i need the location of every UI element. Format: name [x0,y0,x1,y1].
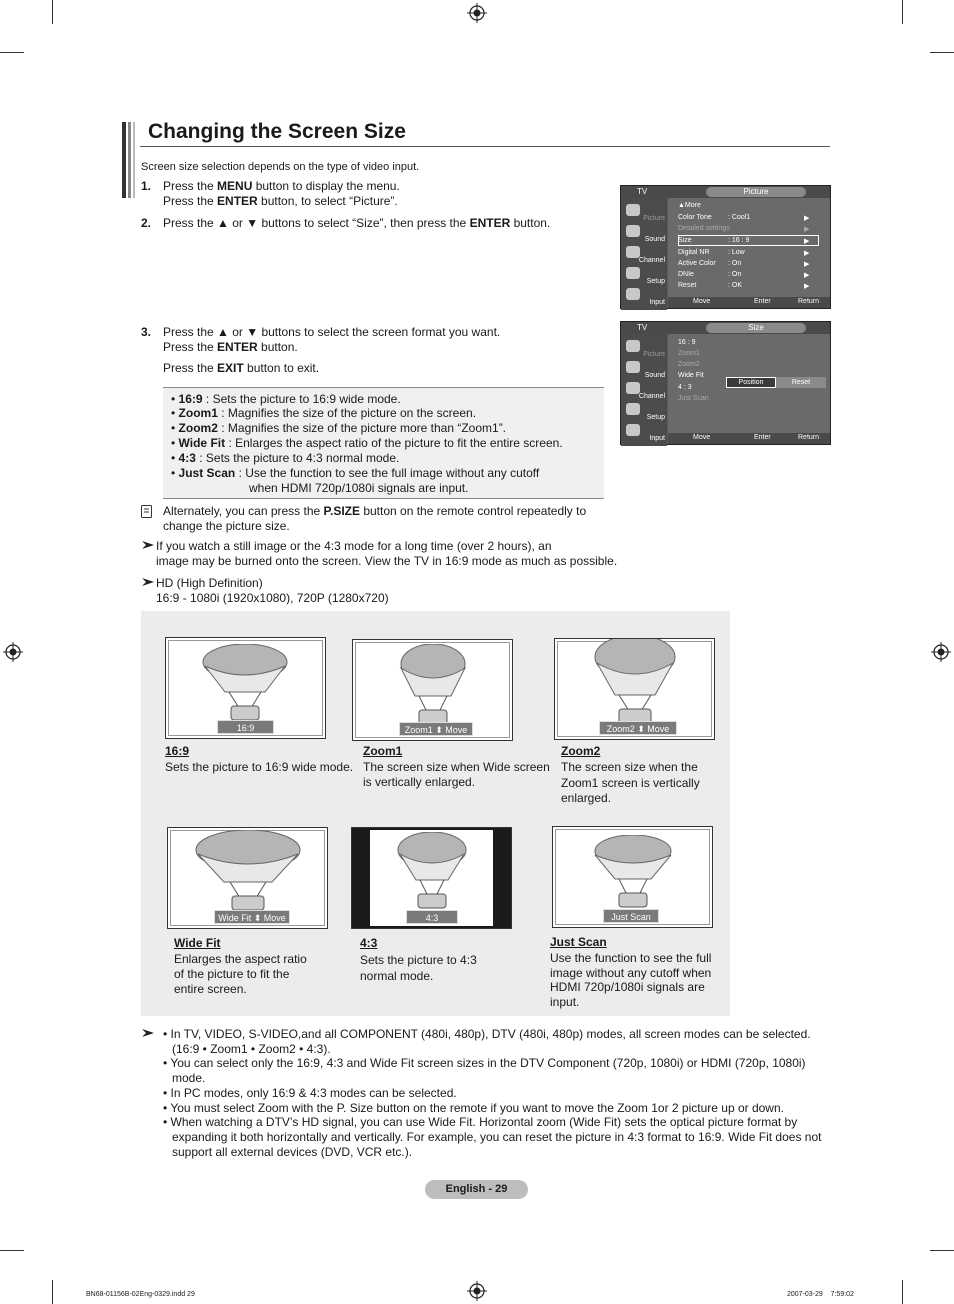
step-1-line-2: Press the ENTER button, to select “Picture”. [163,194,398,208]
osd-side-picture: Picture [623,338,667,358]
osd-side-channel: Channel [623,244,667,264]
mode-caption: normal mode. [360,969,434,983]
step-1-line-1: Press the MENU button to display the menu. [163,179,400,193]
mode-caption: of the picture to fit the [174,967,290,981]
step-3-line-1: Press the ▲ or ▼ buttons to select the screen format you want. [163,325,501,339]
osd-tv-label: TV [637,323,648,332]
mode-bar: Just Scan [603,909,659,923]
setup-icon [626,403,640,415]
note-line: support all external devices (DVD, VCR etc.). [172,1145,413,1159]
osd-size-menu [620,321,831,445]
note-line: expanding it both horizontally and vertically. For example, you can reset the picture in 4:3 format to 16:9. Wide Fit does not [172,1130,822,1144]
osd-side-sound: Sound [623,359,667,379]
osd-side-input: Input [623,286,667,306]
mode-caption-title: Wide Fit [174,936,221,950]
mode-bar: Zoom2 ⬍ Move [599,721,677,735]
mode-caption: The screen size when Wide screen [363,760,550,774]
crop-mark [0,1250,24,1251]
setup-icon [626,267,640,279]
burn-tip-line-1: If you watch a still image or the 4:3 mode for a long time (over 2 hours), an [156,539,552,553]
mode-picture-wide-fit [167,827,328,929]
balloon-illustration-icon [199,644,291,724]
mode-caption: Sets the picture to 16:9 wide mode. [165,760,354,774]
mode-picture-zoom2 [554,638,715,740]
note-line: mode. [172,1071,206,1085]
registration-mark-icon [3,642,23,662]
osd-picture-menu: TV Picture Picture Sound Channel Setup Input ▲More Color Tone : Cool1 ▶ Detailed settings ▶ Size : 16 : 9 ▶ Digital NR : Low ▶ Active Color : On ▶ DNIe : On ▶ Reset : OK ▶ Move Enter Return [620,185,831,309]
note-line: (16:9 • Zoom1 • Zoom2 • 4:3). [172,1042,331,1056]
osd-side-sound: Sound [623,223,667,243]
step-3-line-3: Press the EXIT button to exit. [163,361,320,375]
balloon-illustration-icon [390,832,474,914]
osd-side-input: Input [623,422,667,442]
crop-mark [902,1280,903,1304]
title-rule [140,146,830,147]
crop-mark [52,1280,53,1304]
note-line: • In TV, VIDEO, S-VIDEO,and all COMPONENT (480i, 480p), DTV (480i, 480p) modes, all screen modes can be selected. [163,1027,811,1041]
step-3-line-2: Press the ENTER button. [163,340,298,354]
note-line: • You can select only the 16:9, 4:3 and Wide Fit screen sizes in the DTV Component (720p, 1080i) or HDMI (720p, 1080i) [163,1056,806,1070]
title-accent-bar [122,122,134,198]
burn-tip-line-2: image may be burned onto the screen. View the TV in 16:9 mode as much as possible. [156,554,618,568]
mode-picture-4-3 [351,827,512,929]
format-bullet: • Just Scan : Use the function to see the full image without any cutoff [171,466,540,480]
balloon-illustration-icon [589,639,681,729]
mode-picture-zoom1 [352,639,513,741]
mode-caption: Zoom1 screen is vertically [561,776,700,790]
osd-selection-box [678,235,819,246]
mode-caption-title: 16:9 [165,744,190,758]
note-line: • You must select Zoom with the P. Size button on the remote if you want to move the Zoom 1or 2 picture up or down. [163,1101,784,1115]
tip-arrow-icon [142,578,155,586]
format-bullet: • Zoom1 : Magnifies the size of the picture on the screen. [171,406,477,420]
mode-caption-title: Just Scan [550,935,607,949]
format-bullet: • Wide Fit : Enlarges the aspect ratio of the picture to fit the entire screen. [171,436,563,450]
osd-size-item: 4 : 3 [678,384,692,391]
page-number: English - 29 [425,1180,528,1199]
osd-footer: Move Enter Return [668,433,830,444]
mode-caption: image without any cutoff when [550,966,712,980]
mode-caption-title: 4:3 [360,936,378,950]
sound-icon [626,225,640,237]
mode-caption: Use the function to see the full [550,951,712,965]
step-number: 1. [141,179,152,193]
osd-size-item: Zoom2 [678,361,700,368]
mode-caption: input. [550,995,580,1009]
mode-caption: Enlarges the aspect ratio [174,952,307,966]
osd-position-button: Position [726,377,776,388]
osd-more: ▲More [678,202,701,209]
mode-bar: 16:9 [217,720,274,734]
channel-icon [626,382,640,394]
intro-text: Screen size selection depends on the type of video input. [141,161,420,173]
tip-arrow-icon [142,1029,155,1037]
osd-side-setup: Setup [623,401,667,421]
osd-side-setup: Setup [623,265,667,285]
note-line: • When watching a DTV’s HD signal, you can use Wide Fit. Horizontal zoom (Wide Fit) sets the optical picture format by [163,1115,798,1129]
mode-caption-title: Zoom2 [561,744,601,758]
osd-side-picture: Picture [623,202,667,222]
mode-bar: Zoom1 ⬍ Move [399,722,473,736]
mode-bar: 4:3 [406,910,458,924]
crop-mark [0,52,24,53]
format-bullet: • 4:3 : Sets the picture to 4:3 normal mode. [171,451,400,465]
osd-tv-label: TV [637,187,648,196]
step-2-line-1: Press the ▲ or ▼ buttons to select “Size”, then press the ENTER button. [163,216,551,230]
osd-size-item: Zoom1 [678,350,700,357]
sound-icon [626,361,640,373]
osd-reset-button: Reset [776,377,826,388]
registration-mark-icon [931,642,951,662]
osd-header: Picture [706,187,806,197]
registration-mark-icon [467,3,487,23]
mode-caption: The screen size when the [561,760,698,774]
crop-mark [930,52,954,53]
print-date: 2007-03-29 7:59:02 [787,1291,854,1298]
step-number: 2. [141,216,152,230]
screen-format-list [163,387,604,499]
file-name: BN68-01156B-02Eng-0329.indd 29 [86,1291,195,1298]
tip-arrow-icon [142,541,155,549]
osd-footer: Move Enter Return [668,297,830,308]
mode-bar: Wide Fit ⬍ Move [214,910,290,924]
format-bullet: • Zoom2 : Magnifies the size of the picture more than “Zoom1”. [171,421,507,435]
mode-caption-title: Zoom1 [363,744,403,758]
osd-size-item: Just Scan [678,395,709,402]
crop-mark [930,1250,954,1251]
osd-side-channel: Channel [623,380,667,400]
osd-header: Size [706,323,806,333]
hd-tip-line-1: HD (High Definition) [156,576,263,590]
crop-mark [52,0,53,24]
input-icon [626,288,640,300]
balloon-illustration-icon [387,644,479,729]
note-icon [141,505,152,518]
mode-caption: entire screen. [174,982,247,996]
mode-picture-16-9 [165,637,326,739]
format-bullet: • 16:9 : Sets the picture to 16:9 wide mode. [171,392,401,406]
crop-mark [902,0,903,24]
input-icon [626,424,640,436]
balloon-illustration-icon [587,835,679,913]
page-title: Changing the Screen Size [148,120,406,143]
step-number: 3. [141,325,152,339]
balloon-illustration-icon [186,830,310,912]
hd-tip-line-2: 16:9 - 1080i (1920x1080), 720P (1280x720) [156,591,389,605]
mode-caption: is vertically enlarged. [363,775,476,789]
mode-picture-just-scan [552,826,713,928]
picture-icon [626,204,640,216]
osd-size-item: Wide Fit [678,372,704,379]
picture-icon [626,340,640,352]
psize-note-line-1: Alternately, you can press the P.SIZE button on the remote control repeatedly to [163,504,587,518]
osd-size-item: 16 : 9 [678,339,696,346]
psize-note-line-2: change the picture size. [163,519,290,533]
format-bullet-cont: when HDMI 720p/1080i signals are input. [249,481,469,495]
mode-caption: enlarged. [561,791,612,805]
note-line: • In PC modes, only 16:9 & 4:3 modes can be selected. [163,1086,457,1100]
channel-icon [626,246,640,258]
registration-mark-icon [467,1281,487,1301]
mode-caption: HDMI 720p/1080i signals are [550,980,705,994]
mode-caption: Sets the picture to 4:3 [360,953,477,967]
